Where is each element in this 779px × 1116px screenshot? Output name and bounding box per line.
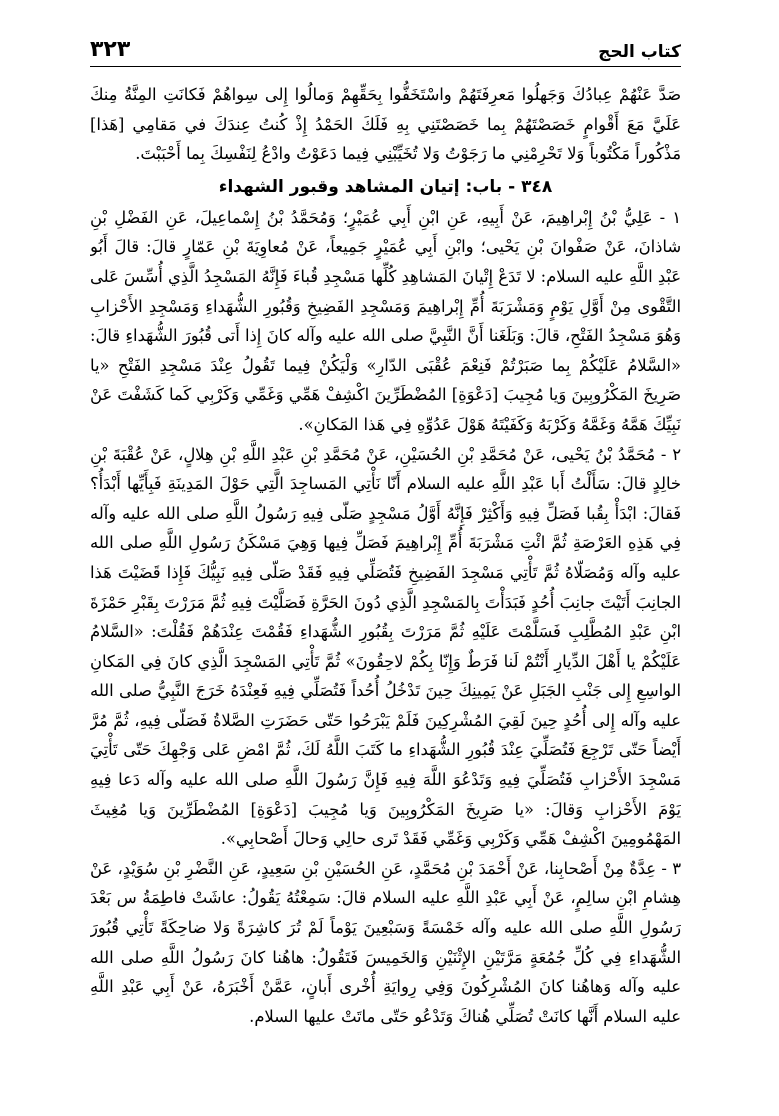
intro-paragraph: صَدَّ عَنْهُمْ عِبادُكَ وَجَهلُوا مَعرِفَتَهُمْ واسْتَخَفُّوا بِحَقِّهِمْ وَمالُوا إِلى سِواهُمْ فَكانَتِ المِنَّةُ مِنكَ عَلَيَّ مَعَ أَقْوامٍ خَصَصْتَهُمْ بِما خَصَصْتَنِي بِهِ فَلَكَ الحَمْدُ إِذْ كُنتُ عِندَكَ في مَقامِي [هَذا] مَذْكُوراً مَكْتُوباً وَلا تَحْرِمْنِي ما رَجَوْتُ وَلا تُخَيِّبْنِي فِيما دَعَوْتُ وادْعُ لِنَفْسِكَ بِما أَحْبَبْتَ. xyxy=(90,85,681,164)
hadith-3: ٣ - عِدَّةٌ مِنْ أَصْحابِنا، عَنْ أَحْمَدَ بْنِ مُحَمَّدٍ، عَنِ الحُسَيْنِ بْنِ سَعِيدٍ، عَنِ النَّضْرِ بْنِ سُوَيْدٍ، عَنْ هِشامِ ابْنِ سالِمٍ، عَنْ أَبِي عَبْدِ اللَّهِ عليه السلام قالَ: سَمِعْتُهُ يَقُولُ: عاشَتْ فاطِمَةُ س بَعْدَ رَسُولِ اللَّهِ صلى الله عليه وآله خَمْسَةً وَسَبْعِينَ يَوْماً لَمْ تُرَ كاشِرَةً وَلا ضاحِكَةً تَأْتِي قُبُورَ الشُّهَداءِ فِي كُلِّ جُمُعَةٍ مَرَّتَيْنِ الإِثْنَيْنِ وَالخَمِيسَ فَتَقُولُ: هاهُنا كانَ رَسُولُ اللَّهِ صلى الله عليه وآله وَهاهُنا كانَ المُشْرِكُونَ وَفِي رِوايَةِ أُخْرى أَبانٍ، عَمَّنْ أَخْبَرَهُ، عَنْ أَبِي عَبْدِ اللَّهِ عليه السلام أَنَّها كانَتْ تُصَلِّي هُناكَ وَتَدْعُو حَتّى ماتَتْ عليها السلام. xyxy=(90,858,681,1026)
hadith-1: ١ - عَلِيُّ بْنُ إِبْراهِيمَ، عَنْ أَبِيهِ، عَنِ ابْنِ أَبِي عُمَيْرٍ؛ وَمُحَمَّدُ بْنُ إِسْماعِيلَ، عَنِ الفَضْلِ بْنِ شاذانَ، عَنْ صَفْوانَ بْنِ يَحْيى؛ وابْنِ أَبِي عُمَيْرٍ جَمِيعاً، عَنْ مُعاوِيَةَ بْنِ عَمّارٍ قالَ: قالَ أَبُو عَبْدِ اللَّهِ عليه السلام: لا تَدَعْ إِتْيانَ المَشاهِدِ كُلِّها مَسْجِدِ قُباءَ فَإِنَّهُ المَسْجِدُ الَّذِي أُسِّسَ عَلى التَّقْوى مِنْ أَوَّلِ يَوْمٍ وَمَشْرَبَةَ أُمِّ إِبْراهِيمَ وَمَسْجِدِ الفَضِيخِ وَقُبُورِ الشُّهَداءِ وَمَسْجِدِ الأَحْزابِ وَهُوَ مَسْجِدُ الفَتْحِ، قالَ: وَبَلَغَنا أَنَّ النَّبِيَّ صلى الله عليه وآله كانَ إِذا أَتى قُبُورَ الشُّهَداءِ قالَ: «السَّلامُ عَلَيْكُمْ بِما صَبَرْتُمْ فَنِعْمَ عُقْبَى الدّارِ» وَلْيَكُنْ فِيما تَقُولُ عِنْدَ مَسْجِدِ الفَتْحِ «يا صَرِيخَ المَكْرُوبِينَ وَيا مُجِيبَ [دَعْوَةِ] المُضْطَرِّينَ اكْشِفْ هَمِّي وَغَمِّي وَكَرْبِي كَما كَشَفْتَ عَنْ نَبِيِّكَ هَمَّهُ وَغَمَّهُ وَكَرْبَهُ وَكَفَيْتَهُ هَوْلَ عَدُوِّهِ فِي هَذا المَكانِ». xyxy=(90,207,681,434)
page-body xyxy=(90,80,681,1076)
hadith-2: ٢ - مُحَمَّدُ بْنُ يَحْيى، عَنْ مُحَمَّدِ بْنِ الحُسَيْنِ، عَنْ مُحَمَّدِ بْنِ عَبْدِ اللَّهِ بْنِ هِلالٍ، عَنْ عُقْبَةَ بْنِ خالِدٍ قالَ: سَأَلْتُ أَبا عَبْدِ اللَّهِ عليه السلام أَنّا نَأْتِي المَساجِدَ الَّتِي حَوْلَ المَدِينَةِ فَبِأَيِّها أَبْدَأُ؟ فَقالَ: ابْدَأْ بِقُبا فَصَلِّ فِيهِ وَأَكْثِرْ فَإِنَّهُ أَوَّلُ مَسْجِدٍ صَلّى فِيهِ رَسُولُ اللَّهِ صلى الله عليه وآله فِي هَذِهِ العَرْصَةِ ثُمَّ ائْتِ مَشْرَبَةَ أُمِّ إِبْراهِيمَ فَصَلِّ فِيها وَهِيَ مَسْكَنُ رَسُولِ اللَّهِ صلى الله عليه وآله وَمُصَلّاهُ ثُمَّ تَأْتِي مَسْجِدَ الفَضِيخِ فَتُصَلِّي فِيهِ فَقَدْ صَلّى فِيهِ نَبِيُّكَ فَإِذا قَضَيْتَ هَذا الجانِبَ أَتَيْتَ جانِبَ أُحُدٍ فَبَدَأْتَ بِالمَسْجِدِ الَّذِي دُونَ الحَرَّةِ فَصَلَّيْتَ فِيهِ ثُمَّ مَرَرْتَ بِقَبْرِ حَمْزَةَ ابْنِ عَبْدِ المُطَّلِبِ فَسَلَّمْتَ عَلَيْهِ ثُمَّ مَرَرْتَ بِقُبُورِ الشُّهَداءِ فَقُمْتَ عِنْدَهُمْ فَقُلْتَ: «السَّلامُ عَلَيْكُمْ يا أَهْلَ الدِّيارِ أَنْتُمْ لَنا فَرَطٌ وَإِنّا بِكُمْ لاحِقُونَ» ثُمَّ تَأْتِي المَسْجِدَ الَّذِي كانَ فِي المَكانِ الواسِعِ إِلى جَنْبِ الجَبَلِ عَنْ يَمِينِكَ حِينَ تَدْخُلُ أُحُداً فَتُصَلِّي فِيهِ فَعِنْدَهُ خَرَجَ النَّبِيُّ صلى الله عليه وآله إِلى أُحُدٍ حِينَ لَقِيَ المُشْرِكِينَ فَلَمْ يَبْرَحُوا حَتّى حَضَرَتِ الصَّلاةُ فَصَلّى فِيهِ، ثُمَّ مُرَّ أَيْضاً حَتّى تَرْجِعَ فَتُصَلِّيَ عِنْدَ قُبُورِ الشُّهَداءِ ما كَتَبَ اللَّهُ لَكَ، ثُمَّ امْضِ عَلى وَجْهِكَ حَتّى تَأْتِيَ مَسْجِدَ الأَحْزابِ فَتُصَلِّيَ فِيهِ وَتَدْعُوَ اللَّهَ فِيهِ فَإِنَّ رَسُولَ اللَّهِ صلى الله عليه وآله دَعا فِيهِ يَوْمَ الأَحْزابِ وَقالَ: «يا صَرِيخَ المَكْرُوبِينَ وَيا مُجِيبَ [دَعْوَةِ] المُضْطَرِّينَ وَيا مُغِيثَ المَهْمُومِينَ اكْشِفْ هَمِّي وَكَرْبِي وَغَمِّي فَقَدْ تَرى حالِي وَحالَ أَصْحابِي». xyxy=(90,444,681,849)
page-header xyxy=(90,28,681,67)
book-section-title: كتاب الحج xyxy=(598,42,681,62)
chapter-heading: ٣٤٨ - باب: إتيان المشاهد وقبور الشهداء xyxy=(218,176,553,197)
page-number: ٣٢٣ xyxy=(90,37,131,62)
